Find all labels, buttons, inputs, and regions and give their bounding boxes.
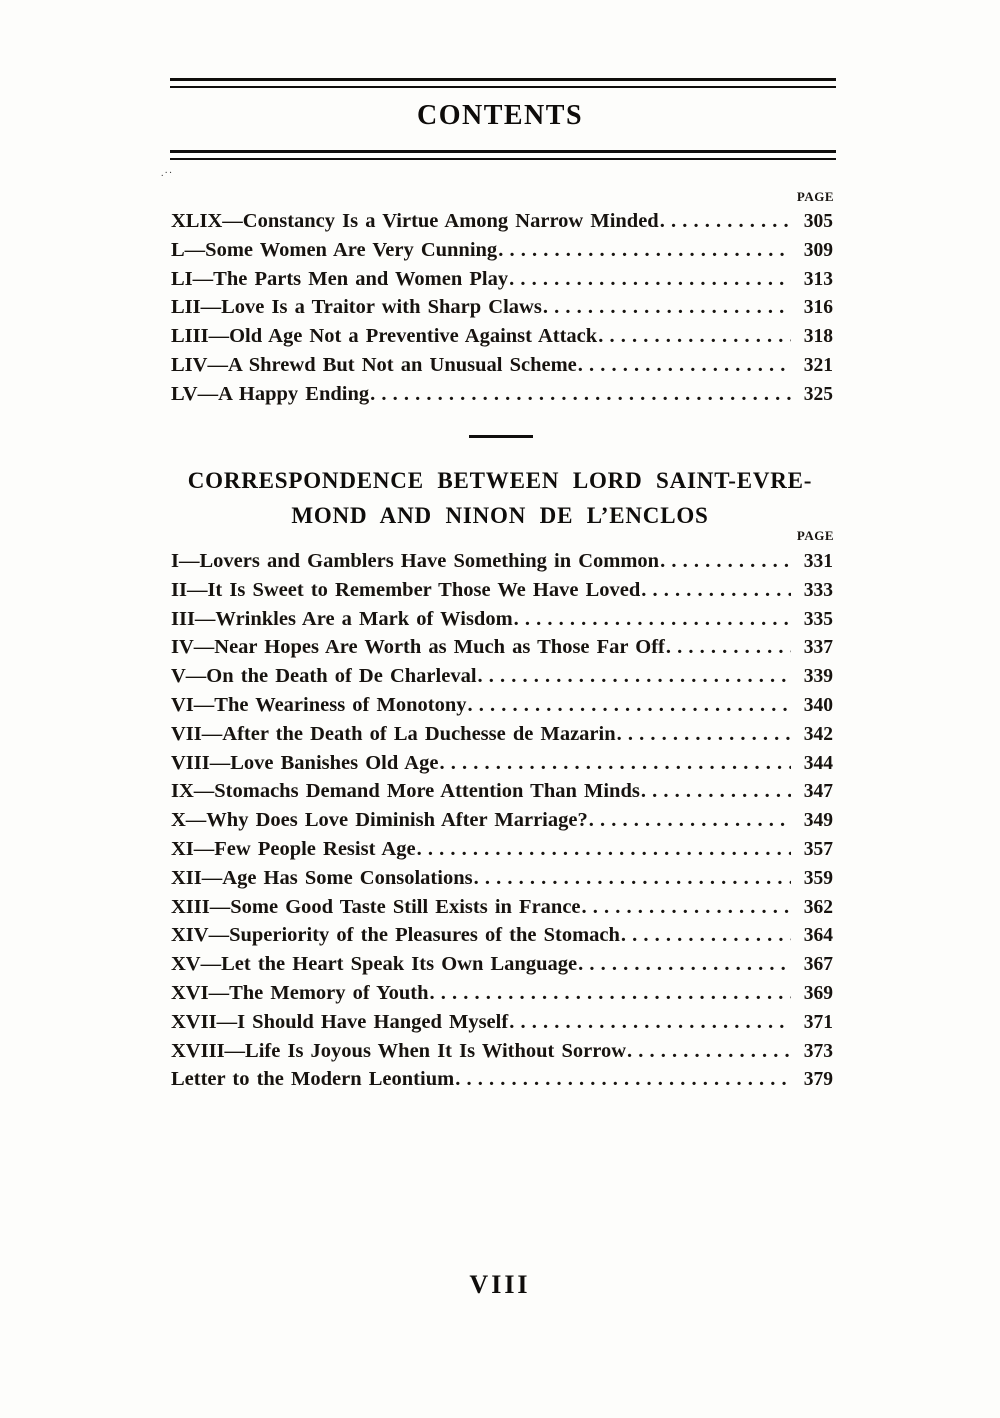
toc-entry-page-number: 340 bbox=[803, 694, 833, 716]
toc-entry-row bbox=[171, 723, 833, 752]
toc-entry-row bbox=[171, 1068, 833, 1097]
toc-entry-title: IX—Stomachs Demand More Attention Than Minds bbox=[171, 780, 640, 803]
toc-entry-page-number: 321 bbox=[803, 354, 833, 376]
toc-entry-page-number: 357 bbox=[803, 838, 833, 860]
dot-leader bbox=[478, 665, 791, 688]
dot-leader bbox=[498, 239, 791, 262]
toc-entry-title: L—Some Women Are Very Cunning bbox=[171, 238, 498, 261]
toc-entry-row bbox=[171, 608, 833, 637]
toc-entry-title: Letter to the Modern Leontium bbox=[171, 1068, 455, 1091]
toc-entry-page-number: 347 bbox=[803, 781, 833, 803]
toc-entry-row bbox=[171, 838, 833, 867]
toc-entry-title: X—Why Does Love Diminish After Marriage? bbox=[171, 809, 588, 832]
dot-leader bbox=[589, 809, 791, 832]
toc-entry-page-number: 309 bbox=[803, 239, 833, 261]
toc-section-1-list bbox=[171, 210, 833, 412]
toc-entry-page-number: 333 bbox=[803, 579, 833, 601]
dot-leader bbox=[509, 268, 791, 291]
toc-entry-title: LIII—Old Age Not a Preventive Against Attack bbox=[171, 325, 598, 348]
section-divider-rule bbox=[469, 435, 533, 438]
toc-entry-row bbox=[171, 1011, 833, 1040]
toc-entry-title: XII—Age Has Some Consolations bbox=[171, 866, 473, 889]
toc-entry-title: XIII—Some Good Taste Still Exists in France bbox=[171, 895, 581, 918]
toc-entry-title: XVIII—Life Is Joyous When It Is Without Sorrow bbox=[171, 1039, 627, 1062]
toc-entry-row bbox=[171, 1040, 833, 1069]
dot-leader bbox=[514, 608, 791, 631]
toc-entry-title: VI—The Weariness of Monotony bbox=[171, 693, 467, 716]
toc-section-2-list bbox=[171, 550, 833, 1097]
ink-speck-mark: .·· bbox=[161, 168, 174, 179]
toc-entry-row bbox=[171, 636, 833, 665]
toc-entry-row bbox=[171, 579, 833, 608]
toc-entry-row bbox=[171, 665, 833, 694]
folio-page-number: VIII bbox=[469, 1270, 531, 1299]
toc-entry-page-number: 373 bbox=[803, 1040, 833, 1062]
toc-entry-page-number: 305 bbox=[803, 211, 833, 232]
dot-leader bbox=[666, 636, 791, 659]
dot-leader bbox=[543, 296, 791, 319]
toc-entry-title: XI—Few People Resist Age bbox=[171, 837, 416, 860]
dot-leader bbox=[417, 838, 791, 861]
toc-entry-title: XLIX—Constancy Is a Virtue Among Narrow Minded bbox=[171, 210, 659, 232]
toc-entry-row bbox=[171, 924, 833, 953]
toc-entry-page-number: 367 bbox=[803, 954, 833, 976]
toc-entry-page-number: 344 bbox=[803, 752, 833, 774]
toc-entry-row bbox=[171, 325, 833, 354]
toc-entry-title: XVII—I Should Have Hanged Myself bbox=[171, 1010, 509, 1033]
dot-leader bbox=[430, 982, 792, 1005]
toc-entry-page-number: 318 bbox=[803, 326, 833, 348]
page-column-label-1: PAGE bbox=[796, 189, 834, 204]
toc-entry-title: LV—A Happy Ending bbox=[171, 382, 370, 405]
toc-entry-row bbox=[171, 268, 833, 297]
toc-entry-row bbox=[171, 296, 833, 325]
dot-leader bbox=[578, 953, 791, 976]
toc-entry-page-number: 335 bbox=[803, 608, 833, 630]
dot-leader bbox=[474, 867, 791, 890]
toc-entry-page-number: 331 bbox=[803, 551, 833, 572]
dot-leader bbox=[582, 896, 791, 919]
dot-leader bbox=[617, 723, 791, 746]
toc-entry-title: XIV—Superiority of the Pleasures of the Stomach bbox=[171, 924, 620, 947]
toc-entry-row bbox=[171, 953, 833, 982]
dot-leader bbox=[641, 579, 791, 602]
toc-entry-page-number: 364 bbox=[803, 925, 833, 947]
dot-leader bbox=[467, 694, 791, 717]
dot-leader bbox=[509, 1011, 791, 1034]
toc-entry-title: VIII—Love Banishes Old Age bbox=[171, 751, 439, 774]
toc-entry-page-number: 371 bbox=[803, 1011, 833, 1033]
toc-entry-row bbox=[171, 383, 833, 412]
dot-leader bbox=[627, 1040, 791, 1063]
toc-entry-row bbox=[171, 550, 833, 579]
dot-leader bbox=[660, 550, 791, 573]
toc-entry-row bbox=[171, 210, 833, 239]
correspondence-section-heading bbox=[0, 463, 1000, 533]
section-heading-line-2: MOND AND NINON DE L’ENCLOS bbox=[291, 503, 709, 528]
toc-entry-page-number: 313 bbox=[803, 268, 833, 290]
toc-entry-row bbox=[171, 867, 833, 896]
toc-entry-title: LIV—A Shrewd But Not an Unusual Scheme bbox=[171, 353, 577, 376]
dot-leader bbox=[641, 780, 791, 803]
toc-entry-page-number: 349 bbox=[803, 810, 833, 832]
page-column-label-2: PAGE bbox=[796, 528, 834, 543]
toc-entry-title: V—On the Death of De Charleval bbox=[171, 665, 477, 688]
toc-entry-page-number: 379 bbox=[803, 1069, 833, 1091]
dot-leader bbox=[439, 752, 791, 775]
toc-entry-title: LII—Love Is a Traitor with Sharp Claws bbox=[171, 296, 542, 319]
dot-leader bbox=[598, 325, 791, 348]
toc-entry-title: III—Wrinkles Are a Mark of Wisdom bbox=[171, 607, 513, 630]
toc-entry-row bbox=[171, 809, 833, 838]
toc-entry-row bbox=[171, 780, 833, 809]
page-title: CONTENTS bbox=[416, 100, 584, 131]
toc-entry-title: I—Lovers and Gamblers Have Something in Common bbox=[171, 550, 660, 572]
dot-leader bbox=[578, 354, 791, 377]
toc-entry-title: IV—Near Hopes Are Worth as Much as Those Far Off bbox=[171, 636, 665, 659]
dot-leader bbox=[621, 924, 791, 947]
toc-entry-page-number: 362 bbox=[803, 896, 833, 918]
toc-entry-row bbox=[171, 982, 833, 1011]
toc-entry-row bbox=[171, 354, 833, 383]
toc-entry-title: VII—After the Death of La Duchesse de Mazarin bbox=[171, 722, 616, 745]
toc-entry-page-number: 359 bbox=[803, 867, 833, 889]
toc-entry-title: II—It Is Sweet to Remember Those We Have Loved bbox=[171, 578, 641, 601]
toc-entry-title: XVI—The Memory of Youth bbox=[171, 981, 429, 1004]
toc-entry-row bbox=[171, 752, 833, 781]
toc-entry-page-number: 342 bbox=[803, 723, 833, 745]
toc-entry-page-number: 316 bbox=[803, 297, 833, 319]
top-double-rule bbox=[170, 78, 836, 88]
toc-entry-page-number: 325 bbox=[803, 383, 833, 405]
section-heading-line-1: CORRESPONDENCE BETWEEN LORD SAINT-EVRE- bbox=[187, 468, 813, 493]
dot-leader bbox=[370, 383, 791, 406]
dot-leader bbox=[455, 1068, 791, 1091]
toc-entry-page-number: 339 bbox=[803, 666, 833, 688]
under-title-double-rule bbox=[170, 150, 836, 160]
toc-entry-title: XV—Let the Heart Speak Its Own Language bbox=[171, 953, 578, 976]
toc-entry-row bbox=[171, 694, 833, 723]
toc-entry-row bbox=[171, 239, 833, 268]
toc-entry-page-number: 337 bbox=[803, 637, 833, 659]
dot-leader bbox=[660, 210, 791, 233]
toc-entry-title: LI—The Parts Men and Women Play bbox=[171, 267, 509, 290]
toc-entry-page-number: 369 bbox=[803, 982, 833, 1004]
toc-entry-row bbox=[171, 896, 833, 925]
